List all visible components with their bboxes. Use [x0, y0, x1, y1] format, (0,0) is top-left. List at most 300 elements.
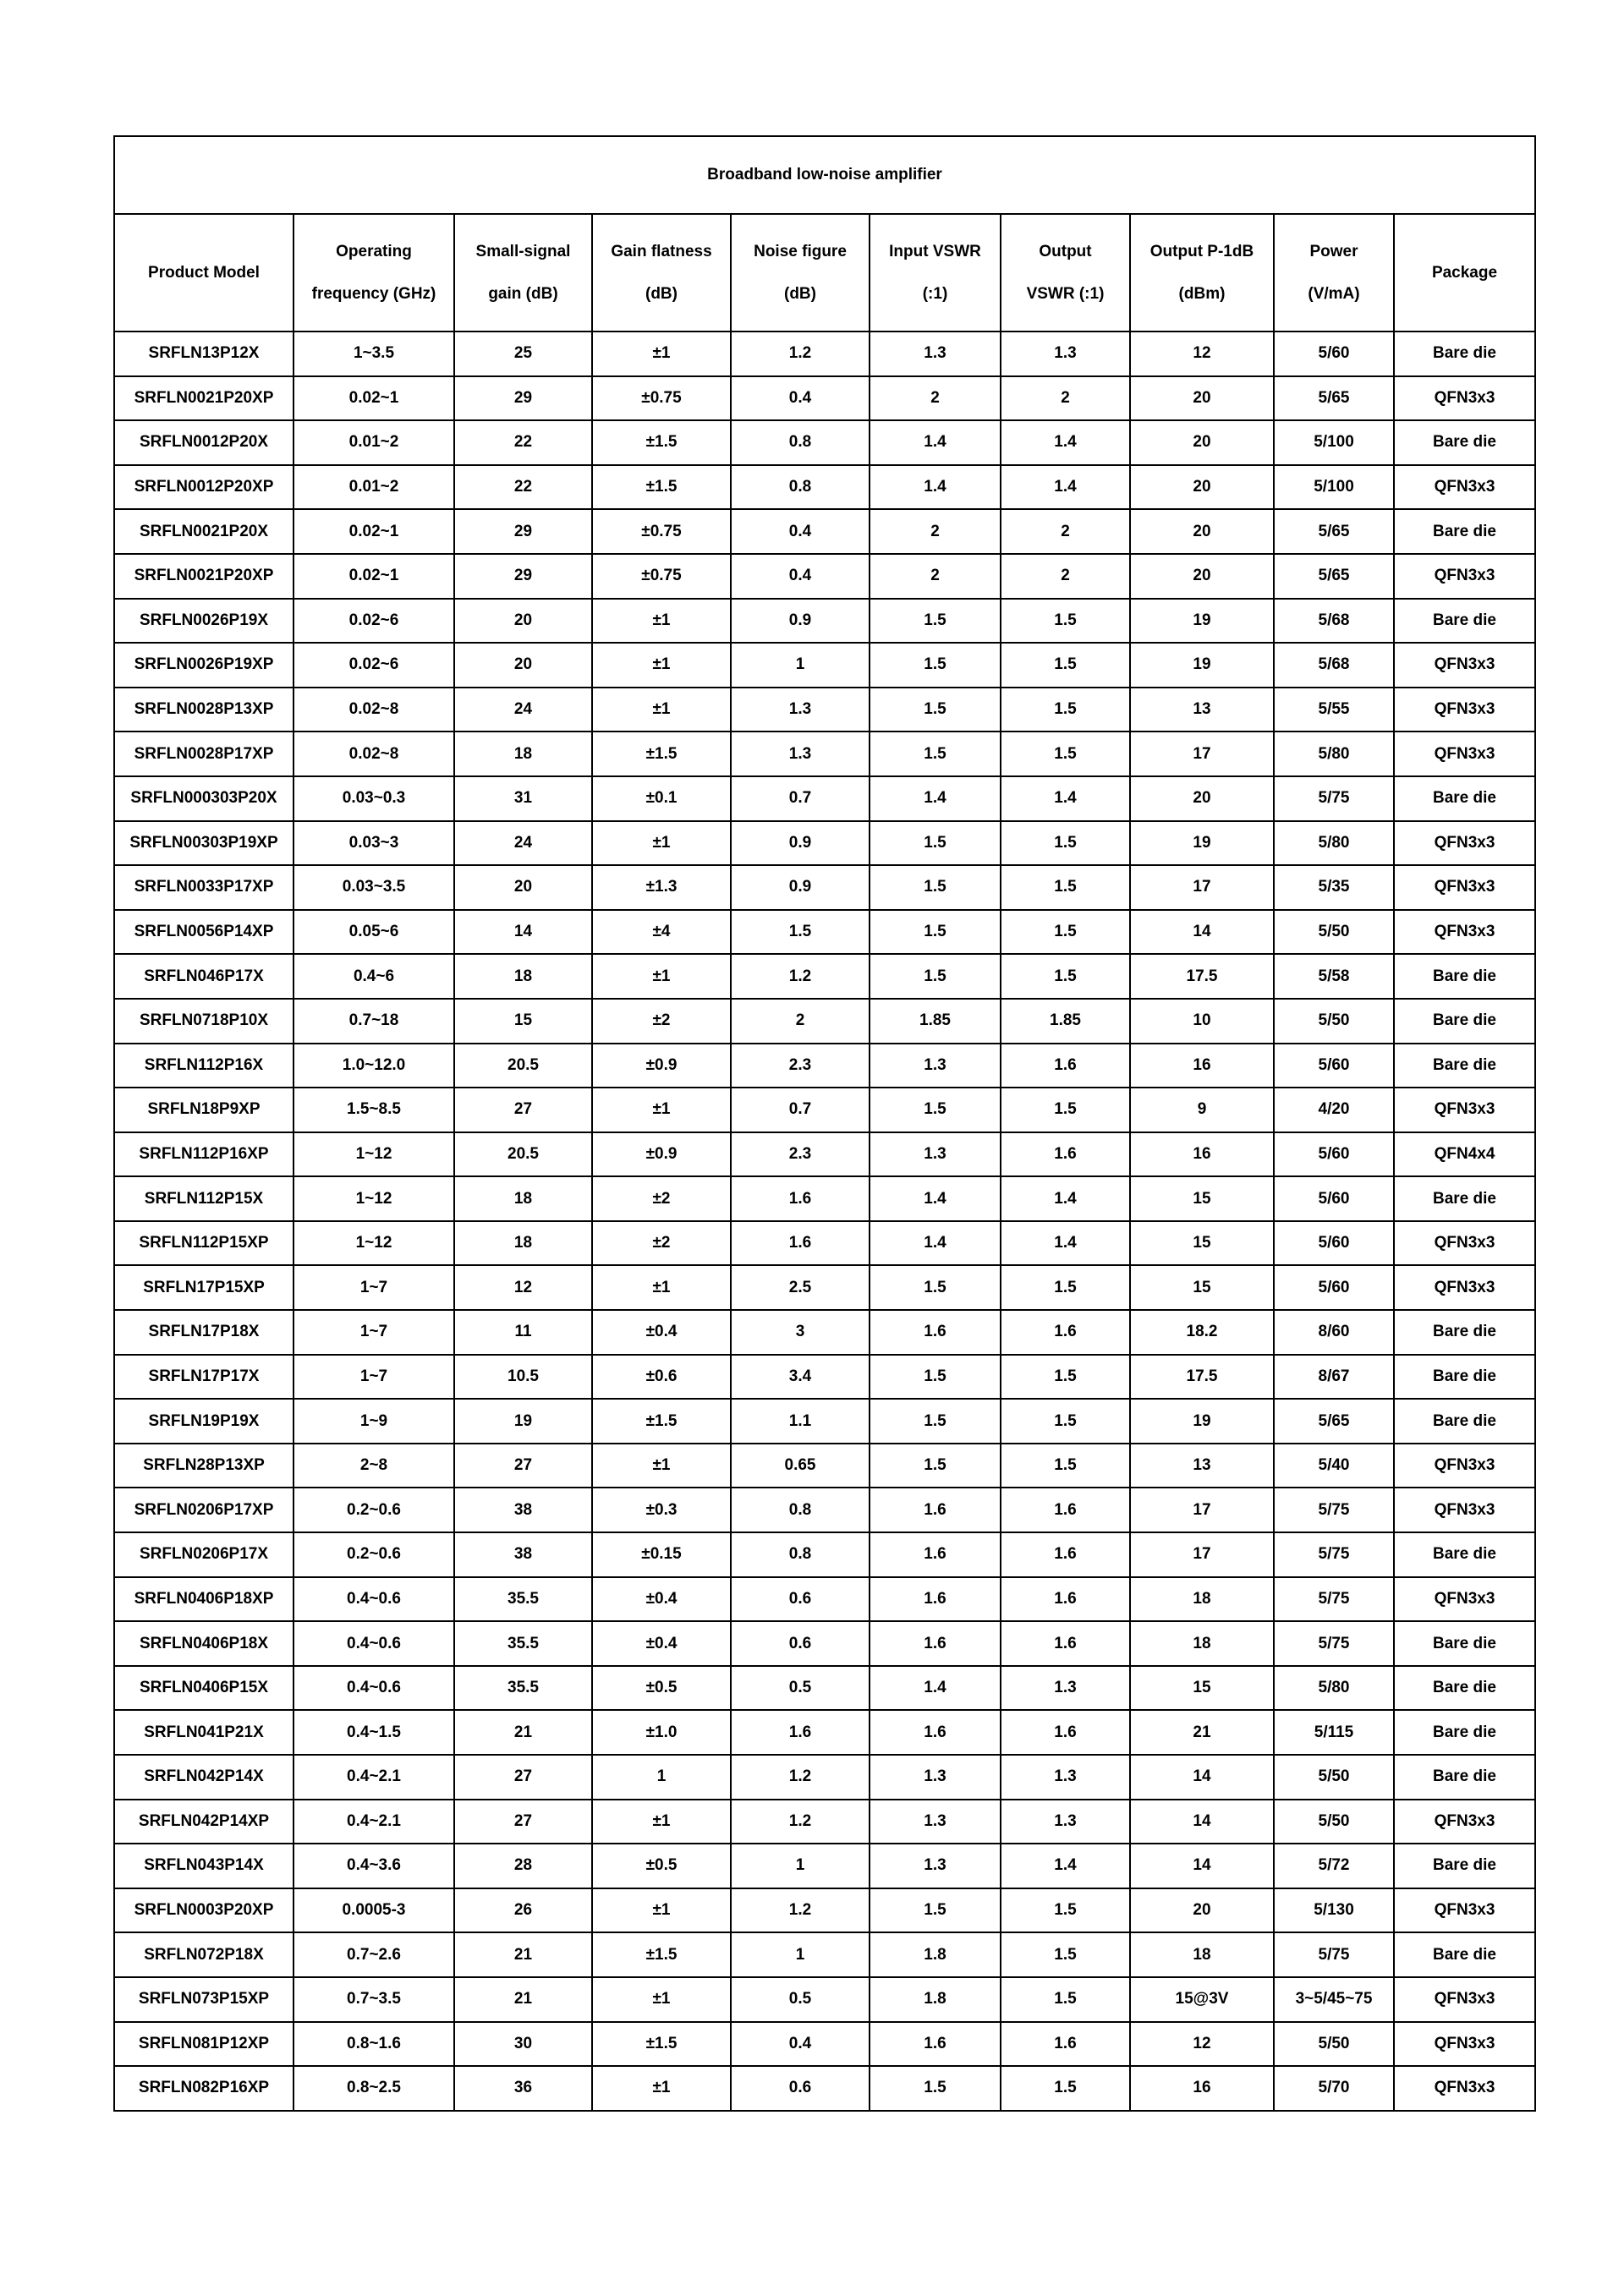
table-cell: 1.5	[870, 1888, 1001, 1933]
table-cell: Bare die	[1394, 1355, 1535, 1400]
table-cell: 20	[1130, 776, 1274, 821]
table-cell: 0.8	[731, 1488, 870, 1532]
table-cell: 17	[1130, 732, 1274, 776]
table-cell: 0.4~3.6	[294, 1844, 454, 1888]
table-cell: QFN3x3	[1394, 643, 1535, 688]
table-cell: ±1.5	[592, 420, 731, 465]
table-cell: 0.02~1	[294, 509, 454, 554]
table-cell: 3~5/45~75	[1274, 1977, 1394, 2022]
product-model-cell: SRFLN0021P20XP	[114, 554, 294, 599]
table-cell: 1.4	[1001, 465, 1130, 510]
table-cell: 0.02~6	[294, 599, 454, 644]
table-cell: 0.05~6	[294, 910, 454, 955]
table-cell: 5/65	[1274, 509, 1394, 554]
table-cell: 1.6	[870, 1577, 1001, 1622]
table-cell: 0.4~6	[294, 954, 454, 999]
column-header	[592, 214, 731, 332]
table-cell: 2.3	[731, 1044, 870, 1088]
table-cell: Bare die	[1394, 1044, 1535, 1088]
table-cell: 1.6	[1001, 2022, 1130, 2067]
product-model-cell: SRFLN0012P20X	[114, 420, 294, 465]
table-cell: 17	[1130, 1488, 1274, 1532]
table-header-row	[114, 214, 1535, 332]
table-cell: Bare die	[1394, 1710, 1535, 1755]
table-cell: 5/50	[1274, 2022, 1394, 2067]
table-cell: 19	[1130, 643, 1274, 688]
table-cell: 1.4	[1001, 420, 1130, 465]
table-cell: 1.6	[731, 1176, 870, 1221]
table-cell: 5/50	[1274, 1800, 1394, 1844]
table-cell: 5/100	[1274, 465, 1394, 510]
table-cell: ±1.5	[592, 2022, 731, 2067]
table-cell: ±1.5	[592, 1932, 731, 1977]
table-cell: 0.01~2	[294, 420, 454, 465]
table-cell: 18	[454, 1176, 592, 1221]
table-cell: 0.02~6	[294, 643, 454, 688]
table-cell: 0.4~0.6	[294, 1621, 454, 1666]
table-cell: 0.7	[731, 776, 870, 821]
table-cell: ±0.9	[592, 1132, 731, 1177]
table-row	[114, 1044, 1535, 1088]
table-cell: 1	[731, 643, 870, 688]
table-cell: 0.6	[731, 1621, 870, 1666]
table-cell: 1.5	[870, 1355, 1001, 1400]
column-header-line: (:1)	[922, 284, 948, 303]
table-cell: 1.6	[870, 1710, 1001, 1755]
table-cell: 1.5	[870, 688, 1001, 732]
table-cell: 1.6	[1001, 1577, 1130, 1622]
table-cell: 17.5	[1130, 1355, 1274, 1400]
table-cell: 1~7	[294, 1310, 454, 1355]
table-cell: 27	[454, 1755, 592, 1800]
table-cell: QFN3x3	[1394, 1577, 1535, 1622]
table-row	[114, 376, 1535, 421]
table-row	[114, 599, 1535, 644]
table-row	[114, 332, 1535, 376]
product-model-cell: SRFLN0026P19XP	[114, 643, 294, 688]
product-model-cell: SRFLN28P13XP	[114, 1444, 294, 1488]
table-cell: 15	[1130, 1221, 1274, 1266]
table-cell: 1.5	[731, 910, 870, 955]
table-cell: 1.4	[870, 1666, 1001, 1711]
table-cell: Bare die	[1394, 999, 1535, 1044]
table-cell: Bare die	[1394, 1621, 1535, 1666]
table-cell: 20	[1130, 554, 1274, 599]
table-cell: 16	[1130, 1132, 1274, 1177]
table-cell: 1.6	[1001, 1044, 1130, 1088]
table-cell: QFN3x3	[1394, 1444, 1535, 1488]
table-cell: 0.4	[731, 2022, 870, 2067]
table-cell: 14	[1130, 1844, 1274, 1888]
table-cell: 0.6	[731, 1577, 870, 1622]
table-cell: 0.03~0.3	[294, 776, 454, 821]
table-row	[114, 2066, 1535, 2111]
table-cell: QFN3x3	[1394, 1977, 1535, 2022]
table-cell: 5/65	[1274, 1399, 1394, 1444]
table-cell: Bare die	[1394, 599, 1535, 644]
table-cell: 14	[1130, 910, 1274, 955]
column-header-line: Product Model	[148, 263, 260, 282]
table-cell: 1	[592, 1755, 731, 1800]
table-cell: 0.4~0.6	[294, 1577, 454, 1622]
table-cell: 0.01~2	[294, 465, 454, 510]
table-cell: 1.6	[870, 1621, 1001, 1666]
product-model-cell: SRFLN041P21X	[114, 1710, 294, 1755]
table-cell: 1.5	[870, 865, 1001, 910]
table-cell: 0.02~1	[294, 554, 454, 599]
product-model-cell: SRFLN112P15XP	[114, 1221, 294, 1266]
table-row	[114, 509, 1535, 554]
table-cell: 5/35	[1274, 865, 1394, 910]
product-model-cell: SRFLN042P14X	[114, 1755, 294, 1800]
product-model-cell: SRFLN073P15XP	[114, 1977, 294, 2022]
table-cell: 1.5	[870, 1444, 1001, 1488]
table-cell: 24	[454, 821, 592, 866]
table-cell: 5/65	[1274, 376, 1394, 421]
column-header-line: Operating	[336, 242, 412, 260]
table-cell: 1~7	[294, 1265, 454, 1310]
column-header	[1001, 214, 1130, 332]
table-cell: 0.7~18	[294, 999, 454, 1044]
table-cell: 1.85	[870, 999, 1001, 1044]
table-cell: 1.3	[731, 688, 870, 732]
table-cell: 1.5	[1001, 599, 1130, 644]
table-cell: 17	[1130, 1532, 1274, 1577]
table-cell: 35.5	[454, 1577, 592, 1622]
column-header-line: (V/mA)	[1308, 284, 1360, 303]
table-cell: 20	[1130, 465, 1274, 510]
table-cell: 8/60	[1274, 1310, 1394, 1355]
table-cell: ±1	[592, 1444, 731, 1488]
product-model-cell: SRFLN0033P17XP	[114, 865, 294, 910]
table-row	[114, 865, 1535, 910]
table-cell: 0.4	[731, 509, 870, 554]
table-cell: 20	[454, 599, 592, 644]
table-cell: 1.5	[1001, 732, 1130, 776]
product-model-cell: SRFLN0718P10X	[114, 999, 294, 1044]
column-header	[114, 214, 294, 332]
table-cell: 1	[731, 1844, 870, 1888]
table-row	[114, 1977, 1535, 2022]
table-cell: 20	[1130, 1888, 1274, 1933]
table-cell: QFN3x3	[1394, 376, 1535, 421]
column-header	[1274, 214, 1394, 332]
table-cell: ±1	[592, 954, 731, 999]
table-cell: 1~12	[294, 1176, 454, 1221]
column-header	[870, 214, 1001, 332]
product-model-cell: SRFLN0028P17XP	[114, 732, 294, 776]
table-cell: 0.7~2.6	[294, 1932, 454, 1977]
table-row	[114, 554, 1535, 599]
table-row	[114, 643, 1535, 688]
table-cell: 1.6	[870, 2022, 1001, 2067]
table-cell: ±0.75	[592, 554, 731, 599]
table-cell: ±1.5	[592, 1399, 731, 1444]
column-header-line: (dBm)	[1178, 284, 1226, 303]
column-header-line: Gain flatness	[611, 242, 712, 260]
table-cell: 27	[454, 1444, 592, 1488]
table-cell: 15	[1130, 1176, 1274, 1221]
table-cell: 1.6	[1001, 1132, 1130, 1177]
column-header	[454, 214, 592, 332]
table-cell: 1.2	[731, 332, 870, 376]
table-cell: 1.4	[870, 1221, 1001, 1266]
table-cell: 12	[454, 1265, 592, 1310]
product-model-cell: SRFLN112P15X	[114, 1176, 294, 1221]
table-cell: 0.9	[731, 865, 870, 910]
table-row	[114, 1355, 1535, 1400]
table-cell: 20.5	[454, 1132, 592, 1177]
table-cell: 12	[1130, 2022, 1274, 2067]
column-header-line: Output	[1039, 242, 1092, 260]
table-row	[114, 1844, 1535, 1888]
table-row	[114, 1399, 1535, 1444]
column-header-line: Power	[1309, 242, 1358, 260]
table-cell: 1.85	[1001, 999, 1130, 1044]
table-cell: 0.2~0.6	[294, 1488, 454, 1532]
table-row	[114, 954, 1535, 999]
table-row	[114, 465, 1535, 510]
product-model-cell: SRFLN0206P17X	[114, 1532, 294, 1577]
table-row	[114, 1176, 1535, 1221]
table-cell: 1.3	[1001, 1666, 1130, 1711]
table-cell: 17.5	[1130, 954, 1274, 999]
table-cell: 5/55	[1274, 688, 1394, 732]
table-cell: 1~12	[294, 1132, 454, 1177]
table-cell: 0.65	[731, 1444, 870, 1488]
table-cell: 0.2~0.6	[294, 1532, 454, 1577]
table-cell: 1.6	[731, 1221, 870, 1266]
table-cell: 20	[1130, 509, 1274, 554]
table-cell: ±0.5	[592, 1844, 731, 1888]
table-cell: 15@3V	[1130, 1977, 1274, 2022]
table-cell: 31	[454, 776, 592, 821]
table-cell: ±1	[592, 1088, 731, 1132]
table-cell: QFN3x3	[1394, 910, 1535, 955]
table-cell: 1~7	[294, 1355, 454, 1400]
table-cell: 1.3	[1001, 1800, 1130, 1844]
product-model-cell: SRFLN17P15XP	[114, 1265, 294, 1310]
table-cell: 0.7	[731, 1088, 870, 1132]
table-cell: 0.5	[731, 1666, 870, 1711]
table-cell: 0.03~3.5	[294, 865, 454, 910]
table-cell: 35.5	[454, 1666, 592, 1711]
table-cell: QFN3x3	[1394, 1488, 1535, 1532]
table-cell: 1	[731, 1932, 870, 1977]
table-cell: 8/67	[1274, 1355, 1394, 1400]
table-cell: 1.2	[731, 1888, 870, 1933]
table-cell: 20	[1130, 376, 1274, 421]
table-cell: 17	[1130, 865, 1274, 910]
table-cell: 1.5	[1001, 1265, 1130, 1310]
table-cell: 2	[1001, 509, 1130, 554]
column-header	[1394, 214, 1535, 332]
table-cell: 14	[1130, 1800, 1274, 1844]
table-cell: ±0.1	[592, 776, 731, 821]
table-cell: 1.6	[1001, 1532, 1130, 1577]
table-cell: 0.7~3.5	[294, 1977, 454, 2022]
table-cell: 5/60	[1274, 1176, 1394, 1221]
table-cell: 27	[454, 1088, 592, 1132]
table-cell: 1.5	[870, 643, 1001, 688]
table-cell: 1~9	[294, 1399, 454, 1444]
table-cell: Bare die	[1394, 509, 1535, 554]
column-header	[294, 214, 454, 332]
table-cell: 0.4	[731, 376, 870, 421]
table-cell: 1.3	[870, 1755, 1001, 1800]
product-model-cell: SRFLN0406P18X	[114, 1621, 294, 1666]
table-cell: 21	[454, 1977, 592, 2022]
table-row	[114, 776, 1535, 821]
column-header-line: Small-signal	[475, 242, 571, 260]
table-cell: QFN3x3	[1394, 554, 1535, 599]
table-cell: ±1.5	[592, 465, 731, 510]
table-cell: 0.4~2.1	[294, 1755, 454, 1800]
table-cell: ±4	[592, 910, 731, 955]
table-cell: 15	[1130, 1265, 1274, 1310]
table-row	[114, 999, 1535, 1044]
table-cell: 5/75	[1274, 776, 1394, 821]
table-cell: 1.3	[870, 1044, 1001, 1088]
product-model-cell: SRFLN0406P15X	[114, 1666, 294, 1711]
table-cell: 1.5	[1001, 954, 1130, 999]
table-cell: QFN3x3	[1394, 1888, 1535, 1933]
table-cell: 1.6	[870, 1310, 1001, 1355]
table-cell: 15	[454, 999, 592, 1044]
table-cell: 1.3	[870, 1800, 1001, 1844]
table-cell: 1.2	[731, 1800, 870, 1844]
table-cell: 36	[454, 2066, 592, 2111]
product-model-cell: SRFLN00303P19XP	[114, 821, 294, 866]
table-row	[114, 1666, 1535, 1711]
table-cell: 5/75	[1274, 1488, 1394, 1532]
table-cell: 5/60	[1274, 1221, 1394, 1266]
table-row	[114, 1444, 1535, 1488]
table-cell: Bare die	[1394, 776, 1535, 821]
table-cell: 1.5	[1001, 821, 1130, 866]
table-body	[114, 136, 1535, 2111]
table-cell: 5/80	[1274, 732, 1394, 776]
table-cell: Bare die	[1394, 1310, 1535, 1355]
table-cell: ±0.4	[592, 1577, 731, 1622]
table-cell: 16	[1130, 2066, 1274, 2111]
table-cell: QFN3x3	[1394, 2066, 1535, 2111]
table-cell: 16	[1130, 1044, 1274, 1088]
table-cell: 1.6	[1001, 1488, 1130, 1532]
product-model-cell: SRFLN0056P14XP	[114, 910, 294, 955]
table-cell: ±0.6	[592, 1355, 731, 1400]
table-cell: 0.8~1.6	[294, 2022, 454, 2067]
table-row	[114, 1755, 1535, 1800]
column-header-line: (dB)	[784, 284, 816, 303]
table-cell: Bare die	[1394, 1932, 1535, 1977]
table-cell: 5/75	[1274, 1621, 1394, 1666]
table-cell: 1.3	[870, 332, 1001, 376]
table-cell: 0.4	[731, 554, 870, 599]
table-cell: 30	[454, 2022, 592, 2067]
table-cell: 35.5	[454, 1621, 592, 1666]
table-cell: Bare die	[1394, 1755, 1535, 1800]
table-cell: 22	[454, 465, 592, 510]
table-cell: 1.4	[1001, 1221, 1130, 1266]
table-cell: 1.5	[870, 1399, 1001, 1444]
product-model-cell: SRFLN0028P13XP	[114, 688, 294, 732]
table-cell: 21	[454, 1710, 592, 1755]
table-cell: 1.0~12.0	[294, 1044, 454, 1088]
table-row	[114, 732, 1535, 776]
product-model-cell: SRFLN13P12X	[114, 332, 294, 376]
table-cell: 5/130	[1274, 1888, 1394, 1933]
table-cell: ±1.5	[592, 732, 731, 776]
table-cell: QFN3x3	[1394, 1221, 1535, 1266]
table-row	[114, 910, 1535, 955]
table-cell: 2	[1001, 554, 1130, 599]
table-cell: QFN3x3	[1394, 865, 1535, 910]
table-cell: 28	[454, 1844, 592, 1888]
table-cell: ±0.5	[592, 1666, 731, 1711]
column-header-line: VSWR (:1)	[1026, 284, 1105, 303]
table-cell: 0.8	[731, 465, 870, 510]
table-cell: 1.4	[870, 1176, 1001, 1221]
table-cell: 12	[1130, 332, 1274, 376]
table-cell: 1.5	[1001, 1088, 1130, 1132]
table-cell: 18	[454, 1221, 592, 1266]
table-cell: 1.5	[870, 599, 1001, 644]
product-model-cell: SRFLN042P14XP	[114, 1800, 294, 1844]
column-header-line: Package	[1431, 263, 1498, 282]
product-model-cell: SRFLN18P9XP	[114, 1088, 294, 1132]
table-cell: 27	[454, 1800, 592, 1844]
table-row	[114, 1132, 1535, 1177]
table-row	[114, 1088, 1535, 1132]
table-cell: 29	[454, 554, 592, 599]
table-cell: 5/80	[1274, 821, 1394, 866]
table-cell: ±0.75	[592, 509, 731, 554]
product-model-cell: SRFLN072P18X	[114, 1932, 294, 1977]
table-cell: 5/50	[1274, 999, 1394, 1044]
table-cell: 38	[454, 1488, 592, 1532]
table-cell: 1.5	[1001, 1888, 1130, 1933]
table-cell: 14	[1130, 1755, 1274, 1800]
table-cell: 5/50	[1274, 1755, 1394, 1800]
column-header-line: gain (dB)	[488, 284, 558, 303]
table-cell: 1.4	[1001, 1844, 1130, 1888]
table-row	[114, 1221, 1535, 1266]
table-cell: 2~8	[294, 1444, 454, 1488]
table-cell: 19	[1130, 821, 1274, 866]
table-cell: 1~3.5	[294, 332, 454, 376]
table-row	[114, 1310, 1535, 1355]
amplifier-spec-table	[113, 135, 1536, 2112]
table-row	[114, 821, 1535, 866]
table-cell: 0.5	[731, 1977, 870, 2022]
table-cell: QFN3x3	[1394, 465, 1535, 510]
product-model-cell: SRFLN081P12XP	[114, 2022, 294, 2067]
table-cell: 5/65	[1274, 554, 1394, 599]
product-model-cell: SRFLN0021P20X	[114, 509, 294, 554]
table-cell: 5/75	[1274, 1932, 1394, 1977]
table-cell: 1.5	[1001, 1399, 1130, 1444]
table-cell: 1.4	[1001, 776, 1130, 821]
table-cell: 5/68	[1274, 599, 1394, 644]
table-cell: 0.8	[731, 420, 870, 465]
table-cell: 3.4	[731, 1355, 870, 1400]
table-cell: 5/75	[1274, 1532, 1394, 1577]
table-cell: 1.5	[1001, 1977, 1130, 2022]
table-cell: 19	[1130, 1399, 1274, 1444]
spec-sheet	[113, 135, 1534, 2112]
table-cell: 18	[1130, 1932, 1274, 1977]
